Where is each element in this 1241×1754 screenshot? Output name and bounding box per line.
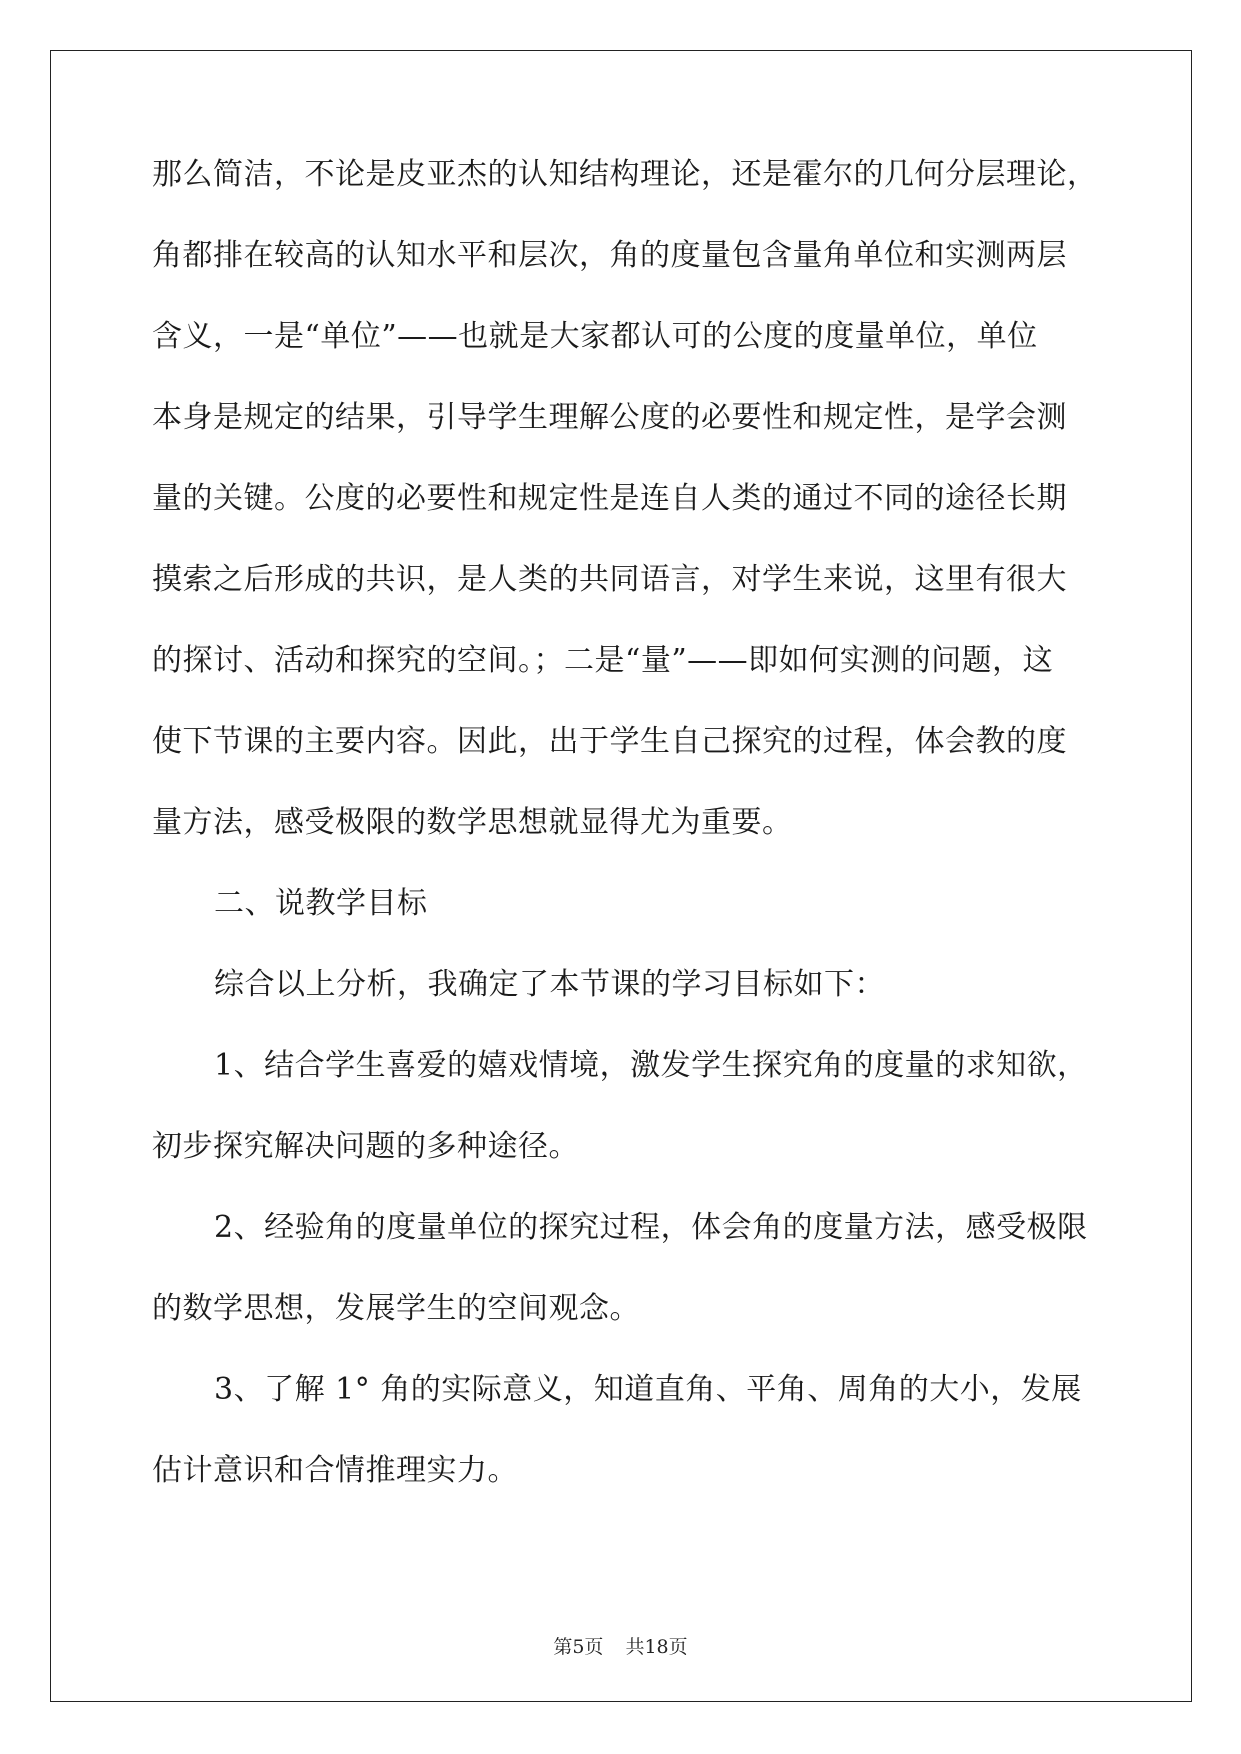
text-line-4: 本身是规定的结果，引导学生理解公度的必要性和规定性，是学会测 (152, 400, 1067, 435)
goal-1-line-1: 1、结合学生喜爱的嬉戏情境，激发学生探究角的度量的求知欲， (214, 1048, 1088, 1083)
text-line-2: 角都排在较高的认知水平和层次，角的度量包含量角单位和实测两层 (152, 238, 1067, 273)
goal-1-line-2: 初步探究解决问题的多种途径。 (152, 1129, 579, 1164)
text-line-1: 那么简洁，不论是皮亚杰的认知结构理论，还是霍尔的几何分层理论， (152, 157, 1098, 192)
text-line-11: 综合以上分析，我确定了本节课的学习目标如下： (214, 967, 885, 1002)
page-total: 共18页 (625, 1636, 688, 1658)
text-line-5: 量的关键。公度的必要性和规定性是连自人类的通过不同的途径长期 (152, 481, 1067, 516)
page-number: 第5页 (553, 1636, 604, 1658)
text-line-8: 使下节课的主要内容。因此，出于学生自己探究的过程，体会教的度 (152, 724, 1067, 759)
goal-2-line-2: 的数学思想，发展学生的空间观念。 (152, 1291, 640, 1326)
goal-3-line-1: 3、了解 1° 角的实际意义，知道直角、平角、周角的大小，发展 (214, 1372, 1082, 1407)
section-heading: 二、说教学目标 (214, 886, 428, 921)
page-footer (0, 1632, 1241, 1659)
document-body (152, 155, 1098, 1532)
text-line-6: 摸索之后形成的共识，是人类的共同语言，对学生来说，这里有很大 (152, 562, 1067, 597)
text-line-9: 量方法，感受极限的数学思想就显得尤为重要。 (152, 805, 793, 840)
goal-2-line-1: 2、经验角的度量单位的探究过程，体会角的度量方法，感受极限 (214, 1210, 1088, 1245)
text-line-7: 的探讨、活动和探究的空间。；二是“量”——即如何实测的问题，这 (152, 643, 1054, 678)
goal-3-line-2: 估计意识和合情推理实力。 (152, 1453, 518, 1488)
text-line-3: 含义，一是“单位”——也就是大家都认可的公度的度量单位，单位 (152, 319, 1038, 354)
